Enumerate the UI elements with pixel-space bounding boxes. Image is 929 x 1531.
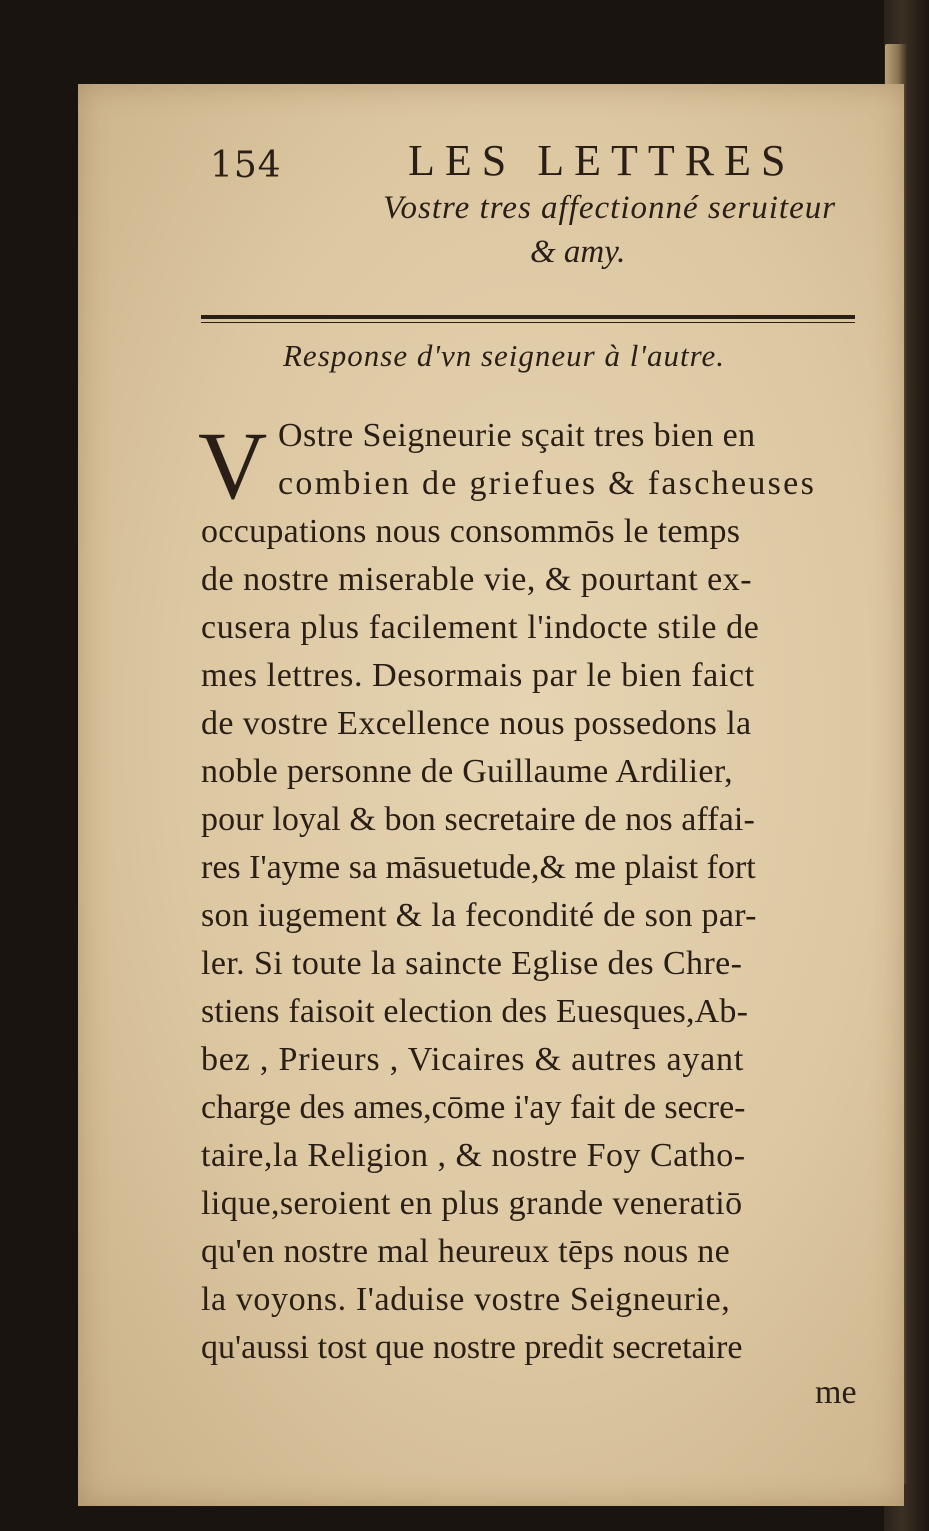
text-line: pour loyal & bon secretaire de nos affai-: [201, 801, 755, 838]
letter-heading: Response d'vn seigneur à l'autre.: [283, 338, 726, 373]
text-line: combien de griefues & fascheuses: [278, 465, 817, 502]
text-line: res I'ayme sa māsuetude,& me plaist fort: [201, 849, 756, 886]
text-line: occupations nous consommōs le temps: [201, 513, 741, 550]
closing-line-2: & amy.: [530, 234, 626, 270]
text-line: cusera plus facilement l'indocte stile de: [201, 609, 760, 646]
text-line: bez , Prieurs , Vicaires & autres ayant: [201, 1041, 745, 1078]
running-head: LES LETTRES: [408, 136, 796, 185]
drop-cap: V: [198, 412, 268, 519]
book-page: [78, 84, 904, 1506]
text-line: de vostre Excellence nous possedons la: [201, 705, 752, 742]
text-line: stiens faisoit election des Euesques,Ab-: [201, 993, 749, 1030]
catchword: me: [815, 1374, 857, 1411]
text-line: charge des ames,cōme i'ay fait de secre-: [201, 1089, 746, 1126]
text-line: lique,seroient en plus grande veneratiō: [201, 1185, 743, 1222]
page-content: [78, 84, 904, 1506]
text-line: noble personne de Guillaume Ardilier,: [201, 753, 733, 790]
text-line: son iugement & la fecondité de son par-: [201, 897, 757, 934]
text-line: Ostre Seigneurie sçait tres bien en: [278, 417, 756, 454]
page-number: 154: [210, 145, 282, 186]
text-line: qu'en nostre mal heureux tēps nous ne: [201, 1233, 730, 1270]
text-line: de nostre miserable vie, & pourtant ex-: [201, 561, 753, 598]
text-line: taire,la Religion , & nostre Foy Catho-: [201, 1137, 746, 1174]
section-rule-thick: [201, 315, 855, 319]
closing-line-1: Vostre tres affectionné seruiteur: [383, 190, 837, 226]
text-line: la voyons. I'aduise vostre Seigneurie,: [201, 1281, 731, 1318]
text-line: mes lettres. Desormais par le bien faict: [201, 657, 755, 694]
text-line: ler. Si toute la saincte Eglise des Chre-: [201, 945, 743, 982]
section-rule-thin: [201, 322, 855, 323]
text-line: qu'aussi tost que nostre predit secretaire: [201, 1329, 743, 1366]
